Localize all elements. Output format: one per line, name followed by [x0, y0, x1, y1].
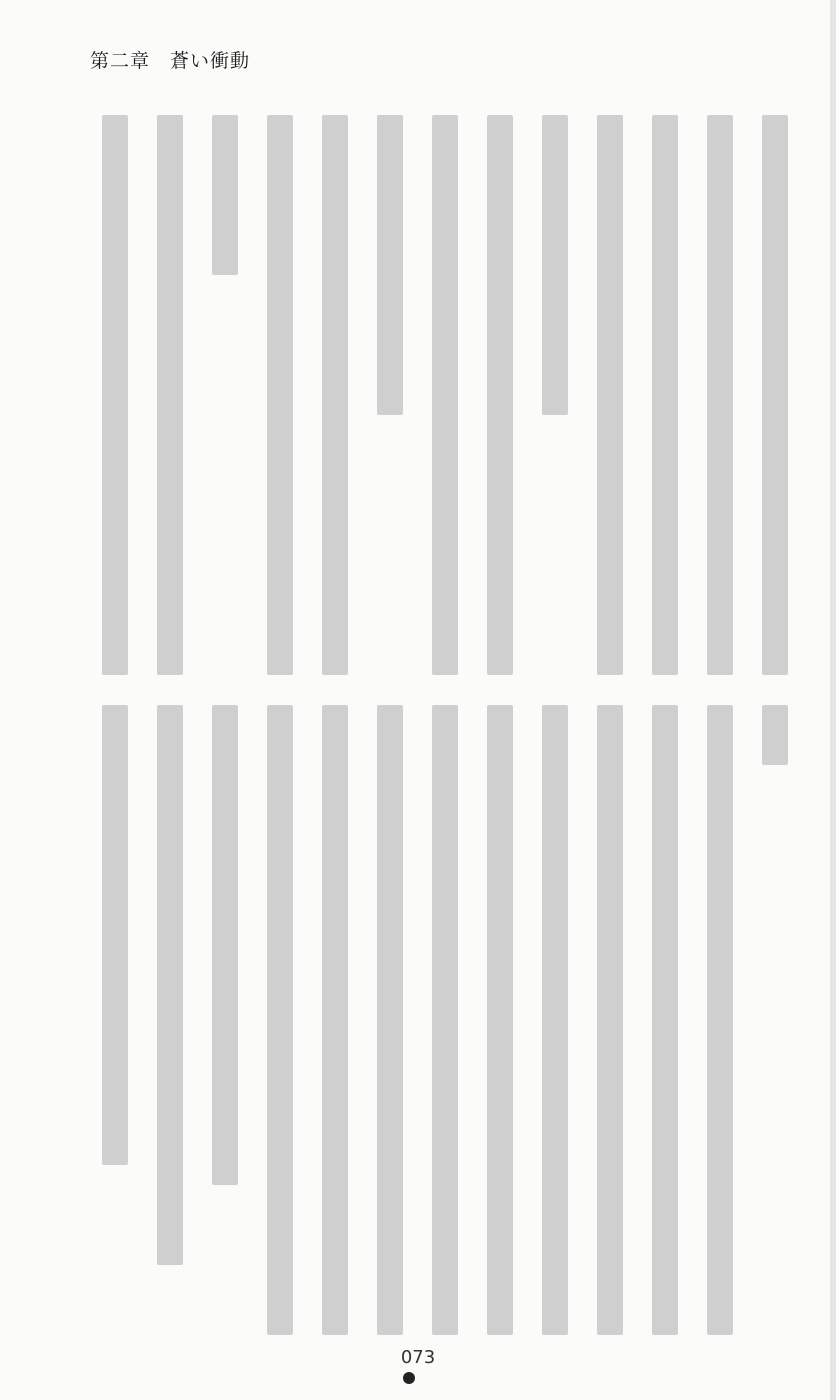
redacted-text-column — [487, 115, 513, 675]
redacted-text-column — [487, 705, 513, 1335]
redacted-text-column — [542, 115, 568, 415]
redacted-text-column — [322, 115, 348, 675]
redacted-text-column — [322, 705, 348, 1335]
redacted-text-column — [597, 705, 623, 1335]
redacted-text-column — [157, 115, 183, 675]
chapter-header: 第二章 蒼い衝動 — [90, 50, 251, 72]
redacted-text-column — [377, 705, 403, 1335]
redacted-text-column — [102, 705, 128, 1165]
redacted-text-column — [432, 705, 458, 1335]
page-number: 073 — [400, 1347, 436, 1368]
page-edge — [830, 0, 836, 1400]
redacted-text-column — [707, 115, 733, 675]
redacted-text-column — [212, 115, 238, 275]
redacted-text-column — [762, 115, 788, 675]
redacted-text-column — [267, 115, 293, 675]
redacted-text-column — [597, 115, 623, 675]
redacted-text-column — [212, 705, 238, 1185]
redacted-text-column — [707, 705, 733, 1335]
redacted-text-column — [762, 705, 788, 765]
redacted-text-column — [267, 705, 293, 1335]
redacted-text-column — [157, 705, 183, 1265]
redacted-text-column — [652, 705, 678, 1335]
redacted-text-column — [652, 115, 678, 675]
redacted-text-column — [377, 115, 403, 415]
redacted-text-column — [432, 115, 458, 675]
redacted-text-column — [102, 115, 128, 675]
redacted-text-column — [542, 705, 568, 1335]
page-marker-dot — [403, 1372, 415, 1384]
